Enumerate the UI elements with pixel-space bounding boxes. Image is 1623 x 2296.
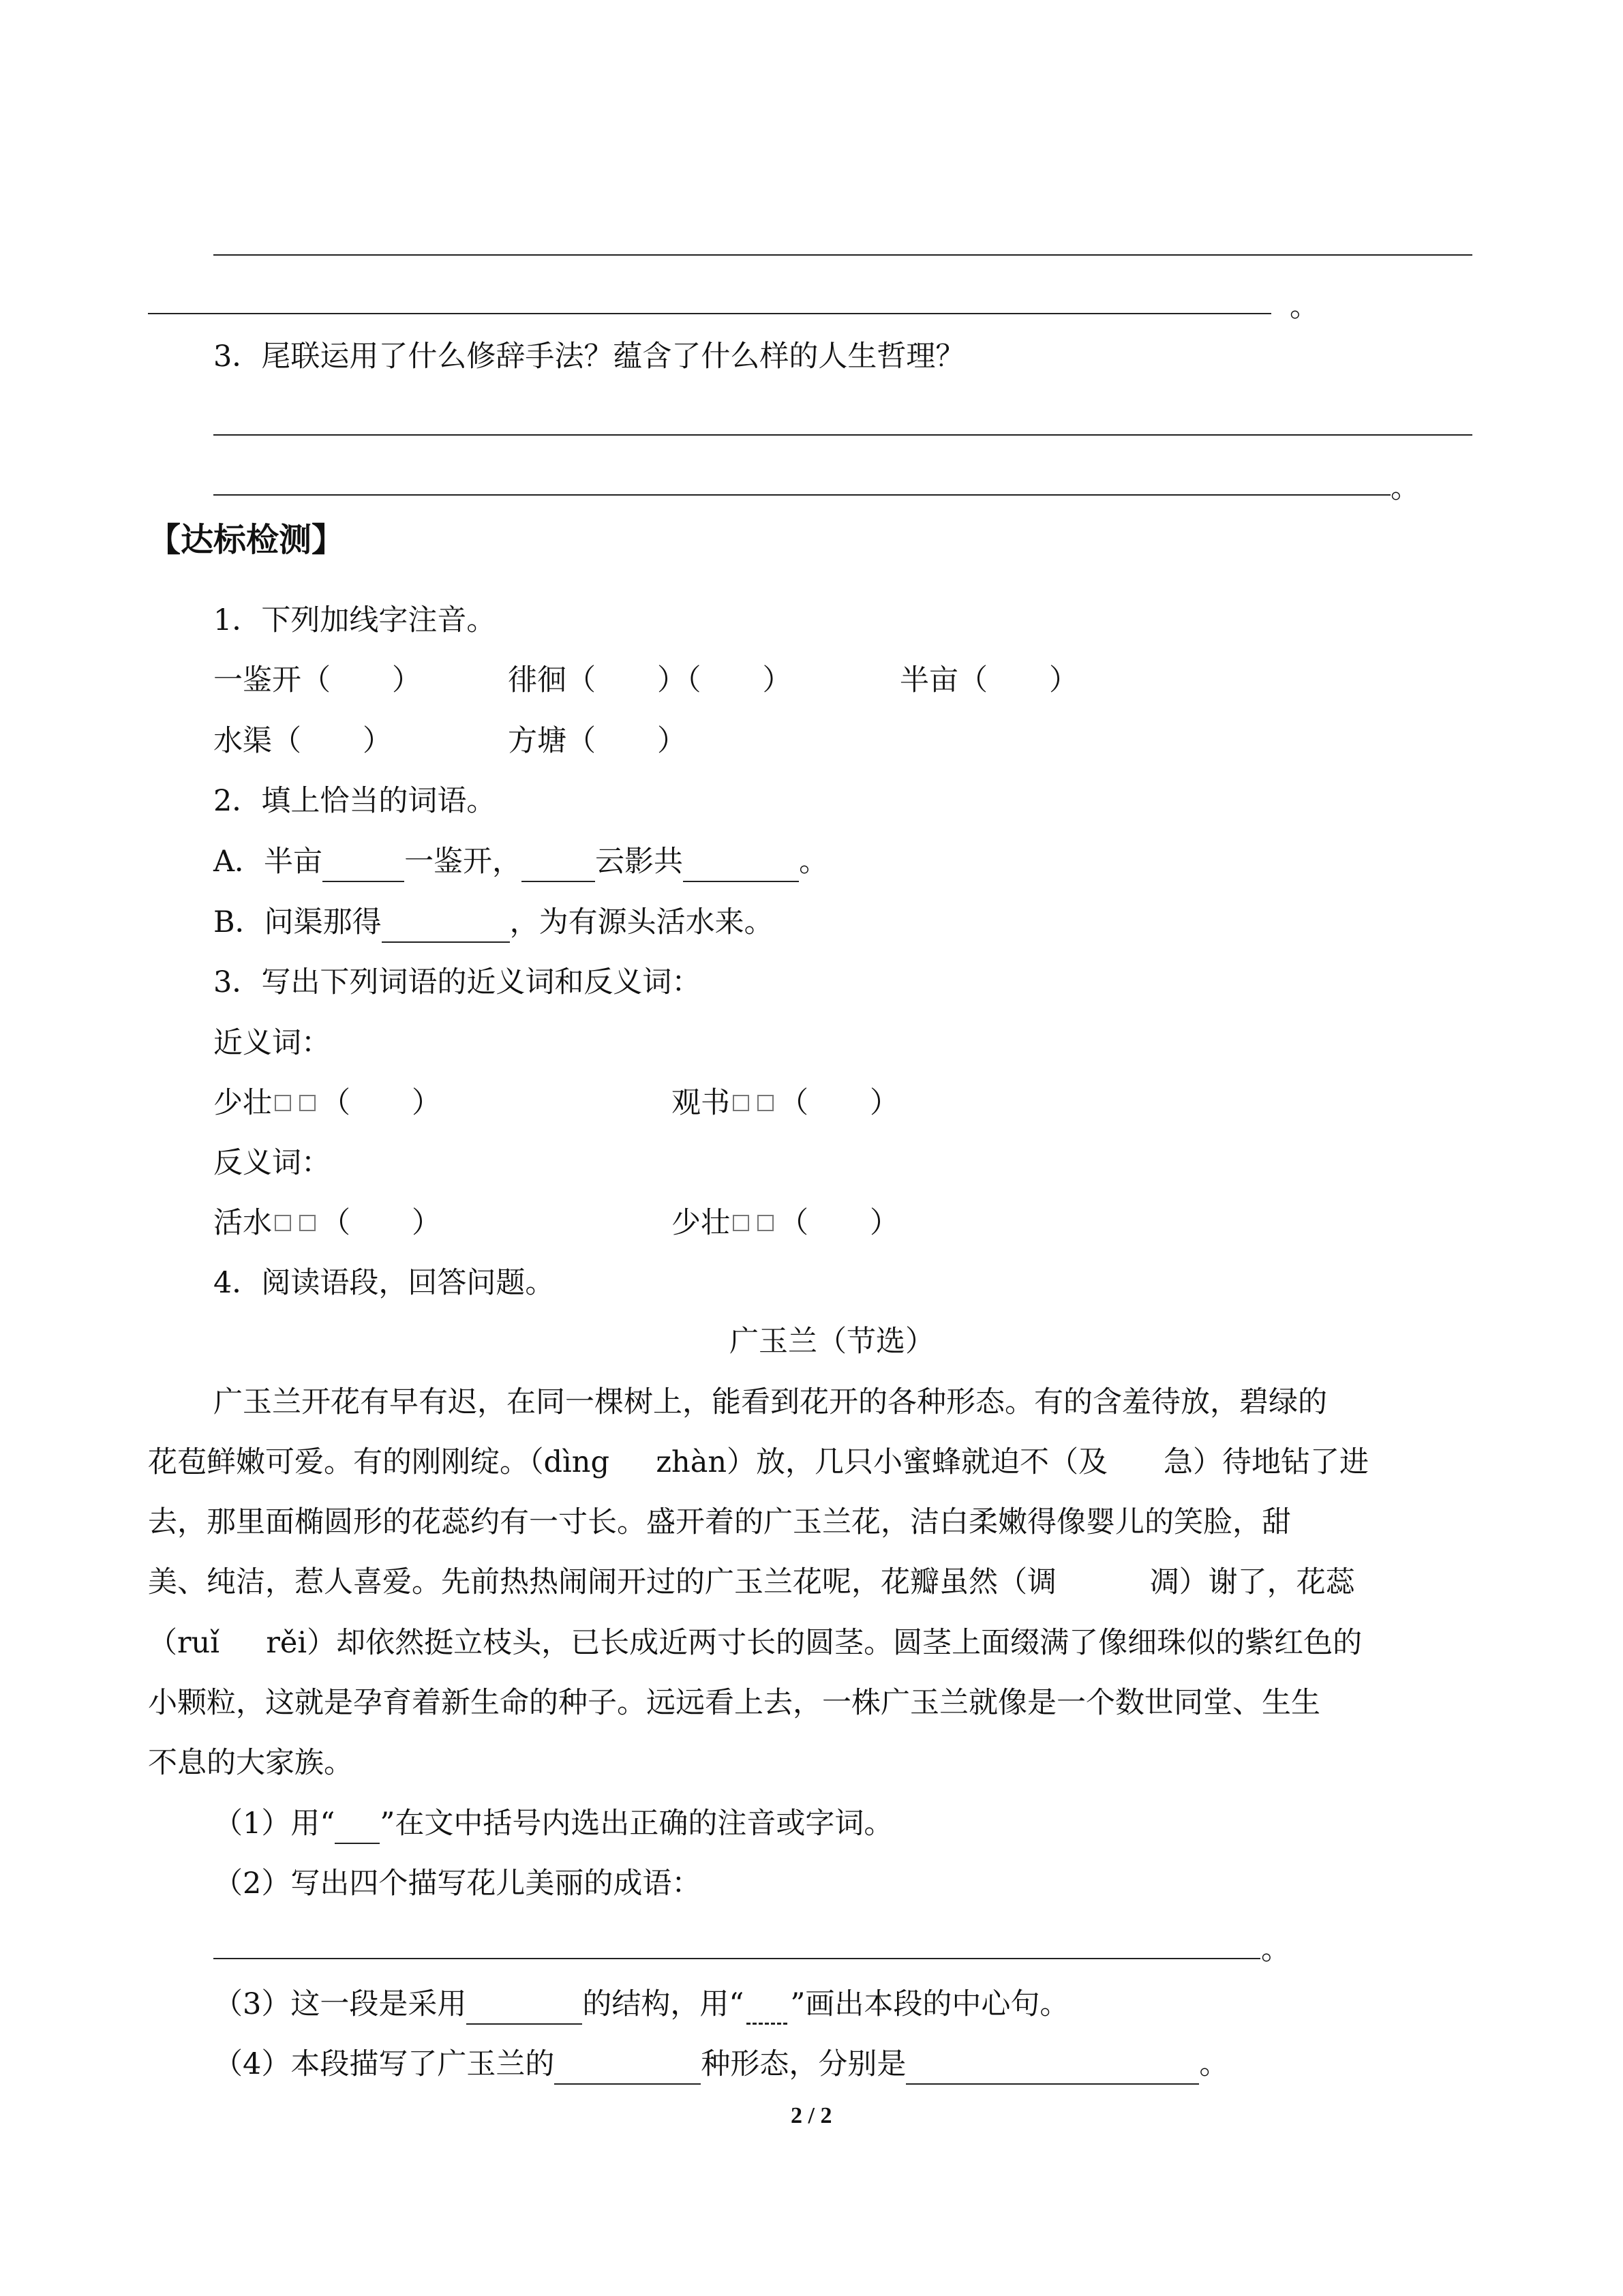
item-4-stem: 4．阅读语段，回答问题。 — [213, 1266, 555, 1300]
item-3-stem: 3．写出下列词语的近义词和反义词： — [213, 965, 701, 999]
fill-blank[interactable] — [382, 911, 510, 943]
answer-line[interactable] — [213, 494, 1391, 496]
answer-line[interactable] — [213, 1958, 1260, 1959]
char-box — [299, 1215, 316, 1231]
char-box — [757, 1095, 774, 1111]
item-2-stem: 2．填上恰当的词语。 — [213, 784, 496, 818]
answer-line[interactable] — [148, 313, 1271, 314]
fill-blank[interactable] — [554, 2053, 701, 2085]
answer-end-mark: 。 — [1261, 1933, 1290, 1967]
item-2-b: B．问渠那得 ，为有源头活水来。 — [213, 902, 774, 943]
fill-blank[interactable] — [466, 1993, 582, 2025]
item-1-row-2: 水渠（ ） — [213, 724, 392, 758]
synonym-label: 近义词： — [213, 1026, 331, 1060]
question-3-text: 3．尾联运用了什么修辞手法？蕴含了什么样的人生哲理？ — [213, 339, 965, 374]
passage-line: 小颗粒，这就是孕育着新生命的种子。远远看上去，一株广玉兰就像是一个数世同堂、生生 — [148, 1686, 1320, 1720]
passage-line: （ruǐ rěi）却依然挺立枝头，已长成近两寸长的圆茎。圆茎上面缀满了像细珠似的紫红色的 — [148, 1626, 1363, 1660]
passage-line: 去，那里面椭圆形的花蕊约有一寸长。盛开着的广玉兰花，洁白柔嫩得像婴儿的笑脸，甜 — [148, 1505, 1291, 1539]
answer-line[interactable] — [213, 254, 1472, 256]
item-1-row-1c: 半亩（ ） — [900, 663, 1078, 697]
passage-line: 广玉兰开花有早有迟，在同一棵树上，能看到花开的各种形态。有的含羞待放，碧绿的 — [213, 1385, 1327, 1419]
antonym-label: 反义词： — [213, 1146, 331, 1180]
char-box — [757, 1215, 774, 1231]
sub-question-3: （3）这一段是采用 的结构，用“ ”画出本段的中心句。 — [213, 1984, 1069, 2025]
antonym-row-1: 活水 （ ） — [213, 1206, 441, 1240]
passage-line: 美、纯洁，惹人喜爱。先前热热闹闹开过的广玉兰花呢，花瓣虽然（调 凋）谢了，花蕊 — [148, 1565, 1355, 1599]
item-1-row-2b: 方塘（ ） — [508, 724, 686, 758]
section-title: 【达标检测】 — [148, 521, 345, 559]
word-paihuai: 徘徊 — [508, 663, 566, 697]
word-banmu: 半亩 — [900, 663, 958, 697]
char-box — [275, 1095, 291, 1111]
underline-sample — [335, 1818, 380, 1844]
char-box — [299, 1095, 316, 1111]
sub-question-1: （1）用“ ”在文中括号内选出正确的注音或字词。 — [213, 1803, 893, 1844]
sub-question-4: （4）本段描写了广玉兰的 种形态，分别是 。 — [213, 2044, 1228, 2085]
word-fangtang: 方塘 — [508, 724, 566, 758]
word-yijiankai: 一鉴开 — [213, 663, 301, 697]
char-box — [275, 1215, 291, 1231]
item-1-row-1: 一鉴开（ ） — [213, 663, 421, 697]
fill-blank[interactable] — [322, 851, 404, 882]
item-1-stem: 1．下列加线字注音。 — [213, 603, 496, 637]
page-number: 2 / 2 — [791, 2103, 832, 2128]
wavy-underline-sample — [746, 1999, 787, 2025]
fill-blank[interactable] — [683, 851, 799, 882]
passage-line: 不息的大家族。 — [148, 1746, 353, 1780]
passage-title: 广玉兰（节选） — [729, 1325, 935, 1359]
passage-line: 花苞鲜嫩可爱。有的刚刚绽。（dìng zhàn）放，几只小蜜蜂就迫不（及 急）待地钻了进 — [148, 1445, 1369, 1479]
word-shuiqu: 水渠 — [213, 724, 272, 758]
char-box — [733, 1095, 749, 1111]
fill-blank[interactable] — [906, 2053, 1199, 2085]
char-box — [733, 1215, 749, 1231]
synonym-row-2: 观书 （ ） — [671, 1086, 899, 1120]
synonym-row-1: 少壮 （ ） — [213, 1086, 441, 1120]
answer-line[interactable] — [213, 434, 1472, 436]
antonym-row-2: 少壮 （ ） — [671, 1206, 899, 1240]
item-1-row-1b: 徘徊（ ）（ ） — [508, 663, 792, 697]
fill-blank[interactable] — [521, 851, 595, 882]
answer-end-mark: 。 — [1391, 471, 1420, 505]
answer-end-mark: 。 — [1290, 290, 1319, 324]
item-2-a: A．半亩 一鉴开， 云影共 。 — [213, 841, 828, 882]
sub-question-2: （2）写出四个描写花儿美丽的成语： — [213, 1867, 701, 1901]
